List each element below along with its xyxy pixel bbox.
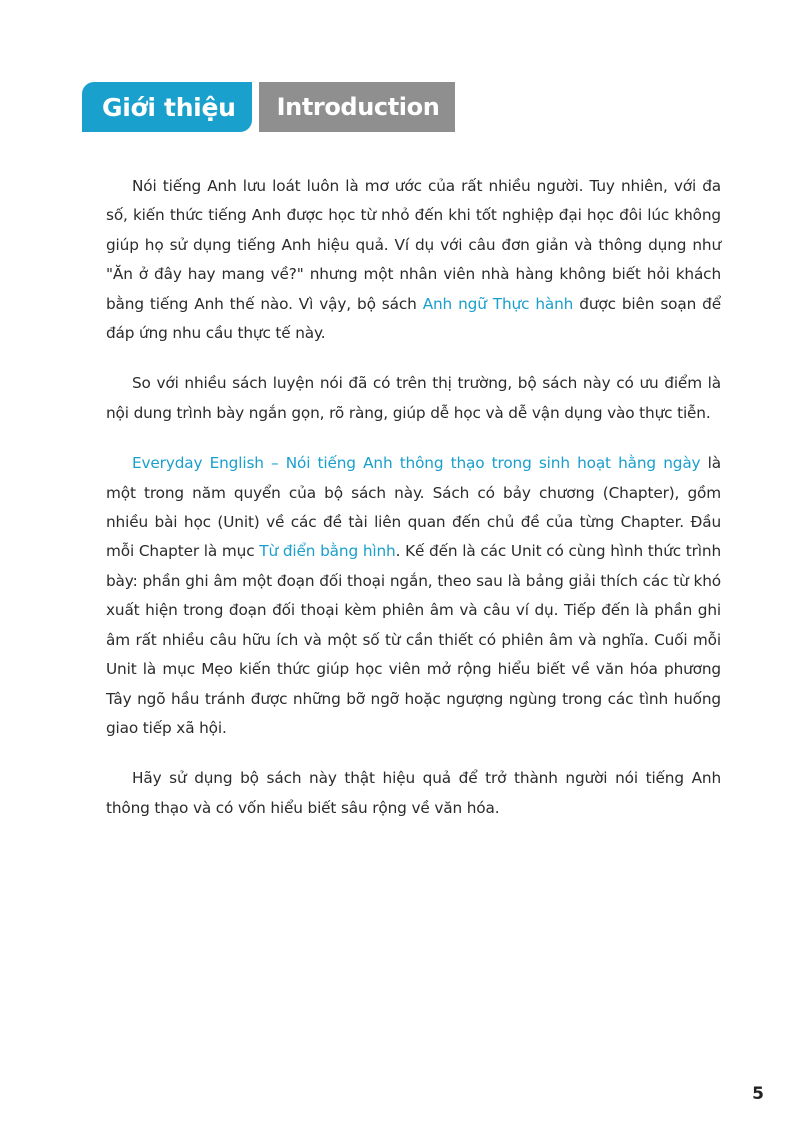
p1-text-2: được biên soạn để đáp ứng nhu cầu thực tế này. xyxy=(106,294,721,343)
title-vietnamese: Giới thiệu xyxy=(82,82,252,132)
section-header xyxy=(82,82,455,132)
page-number: 5 xyxy=(752,1084,764,1104)
paragraph-1 xyxy=(106,172,721,348)
title-english: Introduction xyxy=(259,82,456,132)
p3-highlight-book-title: Everyday English – Nói tiếng Anh thông thạo trong sinh hoạt hằng ngày xyxy=(132,454,701,473)
paragraph-3 xyxy=(106,449,721,743)
paragraph-4 xyxy=(106,764,721,823)
p1-text-1: Nói tiếng Anh lưu loát luôn là mơ ước của rất nhiều người. Tuy nhiên, với đa số, kiến thức tiếng Anh được học từ nhỏ đến khi tốt nghiệp đại học đôi lúc không giúp họ sử dụng tiếng Anh hiệu quả. Ví dụ với câu đơn giản và thông dụng như "Ăn ở đây hay mang về?" nhưng một nhân viên nhà hàng không biết hỏi khách bằng tiếng Anh thế nào. Vì vậy, bộ sách xyxy=(106,177,721,313)
p1-highlight-series-name: Anh ngữ Thực hành xyxy=(422,294,574,313)
p3-highlight-picture-dictionary: Từ điển bằng hình xyxy=(259,542,396,561)
paragraph-2 xyxy=(106,369,721,428)
p2-text-1: So với nhiều sách luyện nói đã có trên thị trường, bộ sách này có ưu điểm là nội dung trình bày ngắn gọn, rõ ràng, giúp dễ học và dễ vận dụng vào thực tiễn. xyxy=(106,374,721,422)
p3-text-1: là một trong năm quyển của bộ sách này. Sách có bảy chương (Chapter), gồm nhiều bài học (Unit) về các đề tài liên quan đến chủ đề của từng Chapter. Đầu mỗi Chapter là mục xyxy=(106,454,721,561)
intro-body xyxy=(106,172,721,844)
p3-text-2: . Kế đến là các Unit có cùng hình thức trình bày: phần ghi âm một đoạn đối thoại ngắn, theo sau là bảng giải thích các từ khó xuất hiện trong đoạn đối thoại kèm phiên âm và câu ví dụ. Tiếp đến là phần ghi âm rất nhiều câu hữu ích và một số từ cần thiết có phiên âm và nghĩa. Cuối mỗi Unit là mục Mẹo kiến thức giúp học viên mở rộng hiểu biết về văn hóa phương Tây ngõ hầu tránh được những bỡ ngỡ hoặc ngượng ngùng trong các tình huống giao tiếp xã hội. xyxy=(106,542,721,737)
p4-text-1: Hãy sử dụng bộ sách này thật hiệu quả để trở thành người nói tiếng Anh thông thạo và có vốn hiểu biết sâu rộng về văn hóa. xyxy=(106,769,721,817)
